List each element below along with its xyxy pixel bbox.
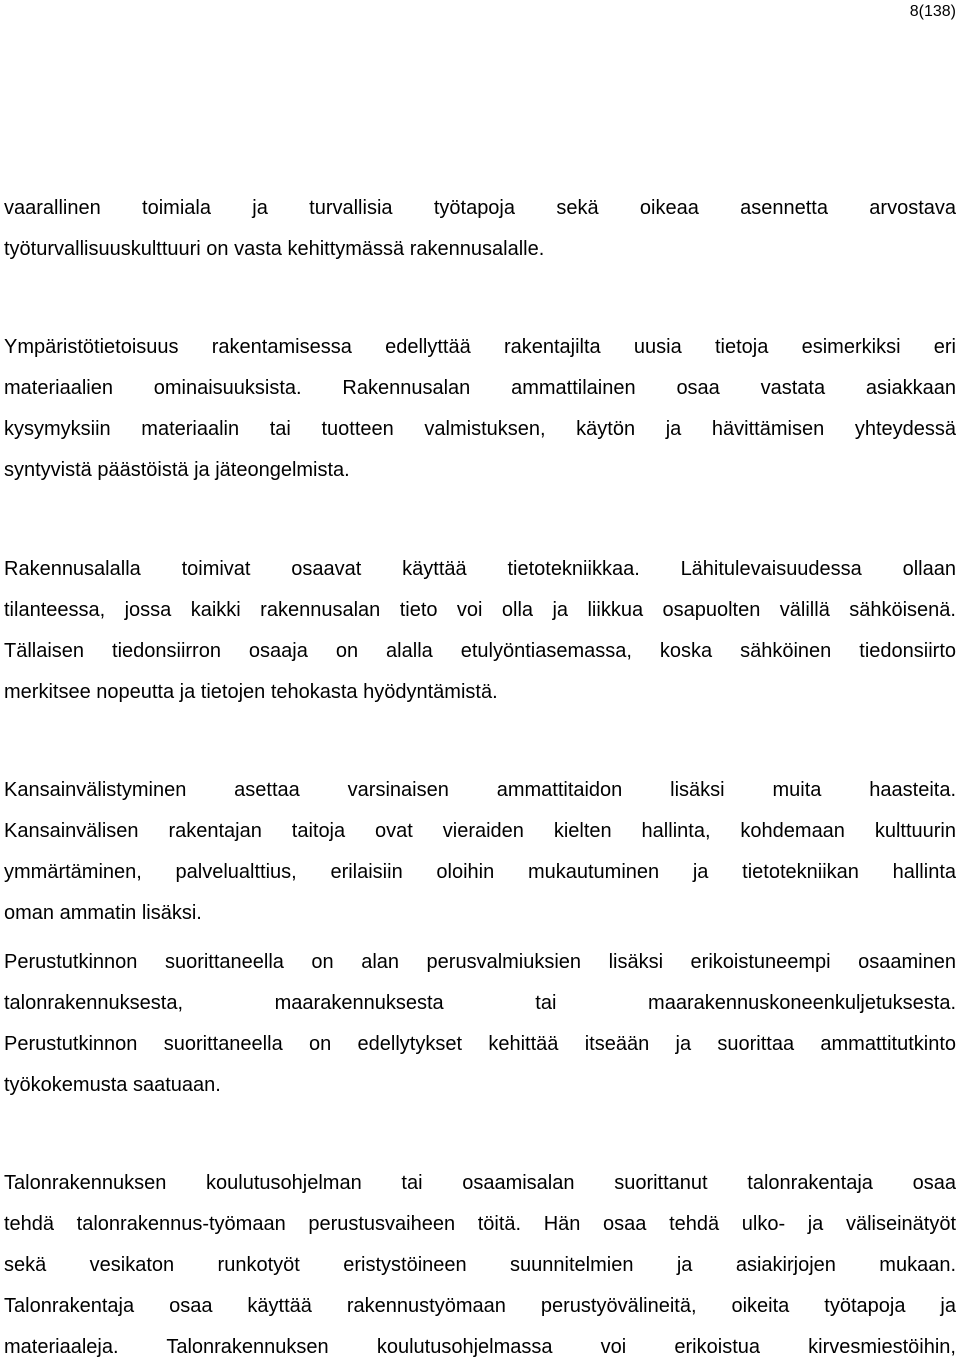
paragraph-line: kysymyksiin materiaalin tai tuotteen valmistuksen, käytön ja hävittämisen yhteydessä (4, 418, 956, 440)
paragraph-building-construction (4, 1163, 956, 1368)
paragraph-line: työturvallisuuskulttuuri on vasta kehittymässä rakennusalalle. (4, 238, 545, 260)
paragraph-line: Perustutkinnon suorittaneella on alan perusvalmiuksien lisäksi erikoistuneempi osaaminen (4, 951, 956, 973)
page-number: 8(138) (909, 3, 956, 20)
paragraph-line: Rakennusalalla toimivat osaavat käyttää tietotekniikkaa. Lähitulevaisuudessa ollaan (4, 558, 956, 580)
paragraph-line: ymmärtäminen, palvelualttius, erilaisiin oloihin mukautuminen ja tietotekniikan hallinta (4, 861, 956, 883)
paragraph-safety-culture (4, 188, 956, 270)
paragraph-line: Perustutkinnon suorittaneella on edellytykset kehittää itseään ja suorittaa ammattitutkinto (4, 1033, 956, 1055)
paragraph-line: työkokemusta saatuaan. (4, 1074, 221, 1096)
paragraph-line: oman ammatin lisäksi. (4, 902, 202, 924)
paragraph-line: Kansainvälistyminen asettaa varsinaisen ammattitaidon lisäksi muita haasteita. (4, 779, 956, 801)
paragraph-line: tilanteessa, jossa kaikki rakennusalan tieto voi olla ja liikkua osapuolten välillä sähköisenä. (4, 599, 956, 621)
paragraph-line: Tällaisen tiedonsiirron osaaja on alalla etulyöntiasemassa, koska sähköinen tiedonsiirto (4, 640, 956, 662)
paragraph-line: materiaaleja. Talonrakennuksen koulutusohjelmassa voi erikoistua kirvesmiestöihin, (4, 1336, 956, 1358)
paragraph-line: materiaalien ominaisuuksista. Rakennusalan ammattilainen osaa vastata asiakkaan (4, 377, 956, 399)
paragraph-line: Talonrakennuksen koulutusohjelman tai osaamisalan suorittanut talonrakentaja osaa (4, 1172, 956, 1194)
paragraph-line: syntyvistä päästöistä ja jäteongelmista. (4, 459, 350, 481)
paragraph-line: Talonrakentaja osaa käyttää rakennustyömaan perustyövälineitä, oikeita työtapoja ja (4, 1295, 956, 1317)
paragraph-line: sekä vesikaton runkotyöt eristystöineen suunnitelmien ja asiakirjojen mukaan. (4, 1254, 956, 1276)
paragraph-line: vaarallinen toimiala ja turvallisia työtapoja sekä oikeaa asennetta arvostava (4, 197, 956, 219)
paragraph-line: talonrakennuksesta, maarakennuksesta tai maarakennuskoneenkuljetuksesta. (4, 992, 956, 1014)
paragraph-basic-degree (4, 942, 956, 1106)
paragraph-internationalization (4, 770, 956, 934)
paragraph-line: merkitsee nopeutta ja tietojen tehokasta hyödyntämistä. (4, 681, 498, 703)
paragraph-line: tehdä talonrakennus-työmaan perustusvaiheen töitä. Hän osaa tehdä ulko- ja väliseinätyöt (4, 1213, 956, 1235)
paragraph-line: Kansainvälisen rakentajan taitoja ovat vieraiden kielten hallinta, kohdemaan kulttuurin (4, 820, 956, 842)
paragraph-environment (4, 327, 956, 491)
paragraph-it-skills (4, 549, 956, 713)
paragraph-line: Ympäristötietoisuus rakentamisessa edellyttää rakentajilta uusia tietoja esimerkiksi eri (4, 336, 956, 358)
